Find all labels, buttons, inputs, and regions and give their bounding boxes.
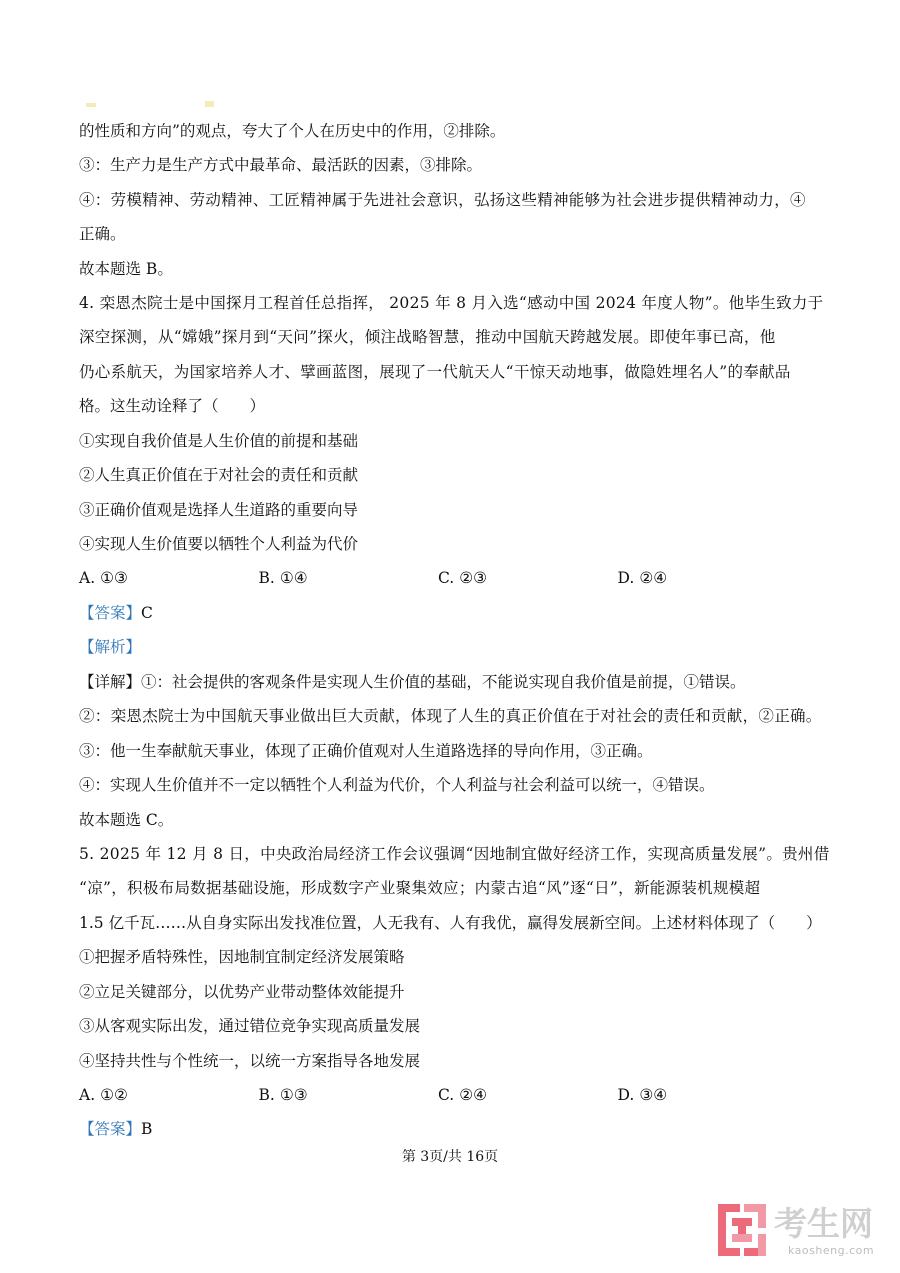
- option-value: ①②: [100, 1086, 128, 1105]
- question-stem-line: “凉”，积极布局数据基础设施，形成数字产业聚集效应；内蒙古追“风”逐“日”，新能源装机规模超: [79, 879, 761, 898]
- option-label: D.: [617, 569, 635, 588]
- option-a: [79, 1078, 259, 1112]
- statement: ④坚持共性与个性统一，以统一方案指导各地发展: [79, 1051, 421, 1070]
- analysis-line: ④：劳模精神、劳动精神、工匠精神属于先进社会意识，弘扬这些精神能够为社会进步提供精神动力，④: [79, 190, 806, 209]
- option-label: A.: [79, 1086, 96, 1105]
- highlight-remnant: [205, 101, 214, 107]
- question-stem-line: 5. 2025 年 12 月 8 日，中央政治局经济工作会议强调“因地制宜做好经济工作，实现高质量发展”。贵州借: [79, 844, 830, 863]
- page-number-footer: 第 3页/共 16页: [401, 1149, 499, 1165]
- conclusion-line: 故本题选 C。: [79, 810, 174, 829]
- answer-value: B: [141, 1120, 153, 1139]
- statement: ②立足关键部分，以优势产业带动整体效能提升: [79, 982, 405, 1001]
- statement: ②人生真正价值在于对社会的责任和贡献: [79, 466, 359, 485]
- detail-line: ②：栾恩杰院士为中国航天事业做出巨大贡献，体现了人生的真正价值在于对社会的责任和贡献，②正确。: [79, 707, 822, 726]
- detail-line: ③：他一生奉献航天事业，体现了正确价值观对人生道路选择的导向作用，③正确。: [79, 741, 653, 760]
- question-4: [79, 286, 839, 837]
- answer-tag: 【答案】: [79, 1120, 142, 1139]
- option-b: [259, 561, 439, 595]
- option-value: ②③: [459, 569, 488, 588]
- question-stem-line: 仍心系航天，为国家培养人才、擘画蓝图，展现了一代航天人“干惊天动地事，做隐姓埋名人”的奉献品: [79, 362, 791, 381]
- option-label: C.: [438, 569, 455, 588]
- statement: ④实现人生价值要以牺牲个人利益为代价: [79, 535, 359, 554]
- answer-value: C: [141, 603, 153, 622]
- question-stem-line: 1.5 亿千瓦……从自身实际出发找准位置，人无我有、人有我优，赢得发展新空间。上述材料体现了（ ）: [79, 913, 822, 932]
- statement: ③正确价值观是选择人生道路的重要向导: [79, 500, 359, 519]
- option-label: C.: [438, 1086, 455, 1105]
- option-value: ①③: [100, 569, 128, 588]
- option-value: ①④: [279, 569, 308, 588]
- statement: ①实现自我价值是人生价值的前提和基础: [79, 431, 359, 450]
- detail-line: ④：实现人生价值并不一定以牺牲个人利益为代价，个人利益与社会利益可以统一，④错误。: [79, 776, 715, 795]
- option-c: [438, 1078, 618, 1112]
- answer-tag: 【答案】: [79, 603, 142, 622]
- analysis-tag: 【解析】: [79, 638, 142, 657]
- watermark-brand: 考生网: [774, 1204, 873, 1243]
- answer-line: [79, 1112, 839, 1146]
- option-label: B.: [258, 1086, 275, 1105]
- option-label: D.: [617, 1086, 635, 1105]
- highlight-remnant: [86, 103, 96, 107]
- answer-line: [79, 596, 839, 630]
- option-value: ③④: [639, 1086, 668, 1105]
- kaosheng-logo-icon: [718, 1204, 766, 1256]
- option-b: [259, 1078, 439, 1112]
- answer-options: [79, 561, 839, 595]
- option-value: ②④: [639, 569, 668, 588]
- option-d: [618, 561, 798, 595]
- detail-text: ①：社会提供的客观条件是实现人生价值的基础，不能说实现自我价值是前提，①错误。: [141, 672, 746, 691]
- page-content: [79, 114, 839, 1147]
- analysis-line: 正确。: [79, 225, 126, 244]
- question-stem-line: 4. 栾恩杰院士是中国探月工程首任总指挥， 2025 年 8 月入选“感动中国 2024 年度人物”。他毕生致力于: [79, 293, 824, 312]
- option-value: ②④: [459, 1086, 488, 1105]
- option-d: [618, 1078, 798, 1112]
- statement: ①把握矛盾特殊性，因地制宜制定经济发展策略: [79, 948, 405, 967]
- option-label: B.: [258, 569, 275, 588]
- answer-options: [79, 1078, 839, 1112]
- detail-tag: 【详解】: [79, 672, 142, 691]
- option-a: [79, 561, 259, 595]
- option-c: [438, 561, 618, 595]
- question-stem-line: 格。这生动诠释了（ ）: [79, 397, 266, 416]
- option-value: ①③: [279, 1086, 308, 1105]
- conclusion-line: 故本题选 B。: [79, 259, 173, 278]
- watermark: [716, 1200, 886, 1262]
- previous-question-analysis-continuation: [79, 114, 839, 286]
- analysis-line: ③：生产力是生产方式中最革命、最活跃的因素，③排除。: [79, 156, 483, 175]
- question-stem-line: 深空探测，从“嫦娥”探月到“天问”探火，倾注战略智慧，推动中国航天跨越发展。即使年事已高，他: [79, 328, 776, 347]
- analysis-heading: [79, 630, 839, 664]
- statement: ③从客观实际出发，通过错位竞争实现高质量发展: [79, 1017, 421, 1036]
- watermark-domain: kaosheng.com: [788, 1244, 875, 1257]
- option-label: A.: [79, 569, 96, 588]
- question-5: [79, 837, 839, 1147]
- analysis-line: 的性质和方向”的观点，夸大了个人在历史中的作用，②排除。: [79, 121, 506, 140]
- detail-line: [79, 665, 839, 699]
